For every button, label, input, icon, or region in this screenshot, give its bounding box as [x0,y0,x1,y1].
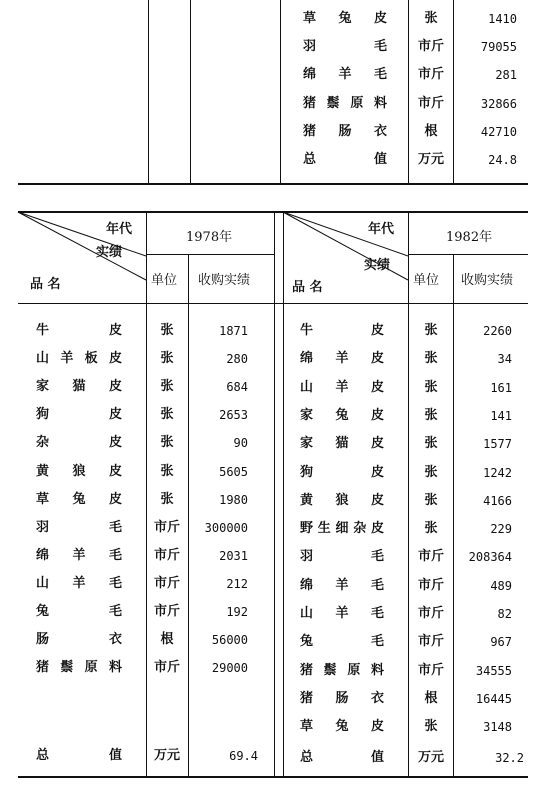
right-row-unit: 张 [424,408,438,423]
right-row-unit: 市斤 [417,549,444,564]
right-row-name: 黄 狼 皮 [300,493,384,508]
right-row-unit: 市斤 [417,634,444,649]
top-row-name: 羽 毛 [303,39,387,54]
left-row-value: 684 [226,380,248,394]
left-row-name: 草 兔 皮 [36,492,122,507]
left-row-unit: 市斤 [153,604,180,619]
left-row-value: 212 [226,577,248,591]
left-row-value: 56000 [211,633,248,647]
left-row-unit: 张 [160,351,174,366]
right-row-name: 猪 鬃 原 料 [300,663,384,678]
left-row-value: 2653 [219,408,248,422]
right-row-name: 牛 皮 [300,323,384,338]
right-row-name: 兔 毛 [300,634,384,649]
left-row-name: 黄 狼 皮 [36,464,122,479]
top-row-unit: 市斤 [417,96,444,111]
left-row-name: 山 羊 毛 [36,576,122,591]
right-row-value: 16445 [475,692,512,706]
right-row-unit: 根 [424,691,438,706]
left-row-unit: 市斤 [153,520,180,535]
right-row-unit: 张 [424,521,438,536]
right-row-value: 229 [490,522,512,536]
right-row-value: 34 [497,352,512,366]
right-row-value: 967 [490,635,512,649]
right-row-value: 82 [497,607,512,621]
left-row-name: 杂 皮 [36,435,122,450]
right-row-unit: 张 [424,719,438,734]
left-row-value: 192 [226,605,248,619]
left-row-unit: 张 [160,464,174,479]
left-row-unit: 张 [160,435,174,450]
right-perf-header: 收购实绩 [461,273,514,288]
left-row-name: 狗 皮 [36,407,122,422]
top-row-value: 42710 [480,125,517,139]
top-row-value: 1410 [488,12,517,26]
top-row-unit: 市斤 [417,67,444,82]
right-row-name: 山 羊 皮 [300,380,384,395]
left-row-unit: 根 [160,632,174,647]
right-row-unit: 张 [424,380,438,395]
left-row-unit: 张 [160,407,174,422]
top-total-name: 总 值 [303,152,387,167]
top-row-name: 猪 肠 衣 [303,124,387,139]
right-row-unit: 市斤 [417,663,444,678]
right-row-name: 家 猫 皮 [300,436,384,451]
left-row-value: 1871 [219,324,248,338]
top-row-value: 79055 [480,40,517,54]
right-row-value: 2260 [483,324,512,338]
top-row-name: 草 兔 皮 [303,11,387,26]
left-row-value: 2031 [219,549,248,563]
right-total-unit: 万元 [417,750,444,765]
left-row-unit: 张 [160,492,174,507]
left-row-unit: 市斤 [153,660,180,675]
right-row-unit: 市斤 [417,578,444,593]
left-row-name: 家 猫 皮 [36,379,122,394]
top-row-unit: 市斤 [417,39,444,54]
left-total-name: 总 值 [36,748,122,763]
right-row-name: 绵 羊 皮 [300,351,384,366]
top-total-value: 24.8 [488,153,517,167]
top-row-unit: 张 [424,11,438,26]
right-row-name: 猪 肠 衣 [300,691,384,706]
right-row-value: 34555 [475,664,512,678]
left-corner-name: 品 名 [30,277,61,292]
left-row-unit: 市斤 [153,576,180,591]
right-row-value: 141 [490,409,512,423]
left-row-name: 羽 毛 [36,520,122,535]
right-row-value: 1577 [483,437,512,451]
right-row-value: 161 [490,381,512,395]
right-unit-header: 单位 [413,273,440,288]
left-row-unit: 张 [160,323,174,338]
left-row-name: 绵 羊 毛 [36,548,122,563]
right-row-name: 山 羊 毛 [300,606,384,621]
top-row-unit: 根 [424,124,438,139]
left-row-value: 5605 [219,465,248,479]
left-total-value: 69.4 [229,749,258,763]
right-row-unit: 张 [424,323,438,338]
left-unit-header: 单位 [151,273,178,288]
right-total-value: 32.2 [495,751,524,765]
left-row-unit: 市斤 [153,548,180,563]
left-row-name: 肠 衣 [36,632,122,647]
right-row-name: 羽 毛 [300,549,384,564]
right-row-value: 1242 [483,466,512,480]
left-row-value: 300000 [204,521,248,535]
right-row-name: 野 生 细 杂 皮 [300,521,384,536]
left-row-value: 1980 [219,493,248,507]
right-row-name: 狗 皮 [300,465,384,480]
left-row-name: 牛 皮 [36,323,122,338]
right-row-name: 草 兔 皮 [300,719,384,734]
left-row-name: 猪 鬃 原 料 [36,660,122,675]
left-row-unit: 张 [160,379,174,394]
top-row-name: 猪 鬃 原 料 [303,96,387,111]
right-total-name: 总 值 [300,750,384,765]
right-row-unit: 张 [424,436,438,451]
right-row-unit: 张 [424,493,438,508]
left-perf-header: 收购实绩 [198,273,251,288]
left-corner-year: 年代 [106,222,133,237]
top-row-name: 绵 羊 毛 [303,67,387,82]
right-row-unit: 市斤 [417,606,444,621]
right-row-value: 208364 [468,550,512,564]
left-total-unit: 万元 [153,748,180,763]
left-row-name: 兔 毛 [36,604,122,619]
right-row-value: 3148 [483,720,512,734]
left-row-name: 山 羊 板 皮 [36,351,122,366]
top-row-value: 32866 [480,97,517,111]
right-row-value: 489 [490,579,512,593]
right-row-name: 家 兔 皮 [300,408,384,423]
left-row-value: 90 [233,436,248,450]
left-row-value: 29000 [211,661,248,675]
right-row-name: 绵 羊 毛 [300,578,384,593]
top-total-unit: 万元 [417,152,444,167]
right-corner-perf: 实绩 [364,258,391,273]
left-corner-perf: 实绩 [96,245,123,260]
right-corner-name: 品 名 [292,280,323,295]
top-row-value: 281 [495,68,517,82]
right-year-label: 1982年 [446,230,493,245]
left-year-label: 1978年 [186,230,233,245]
right-row-unit: 张 [424,351,438,366]
right-row-unit: 张 [424,465,438,480]
right-row-value: 4166 [483,494,512,508]
left-row-value: 280 [226,352,248,366]
right-corner-year: 年代 [368,222,395,237]
